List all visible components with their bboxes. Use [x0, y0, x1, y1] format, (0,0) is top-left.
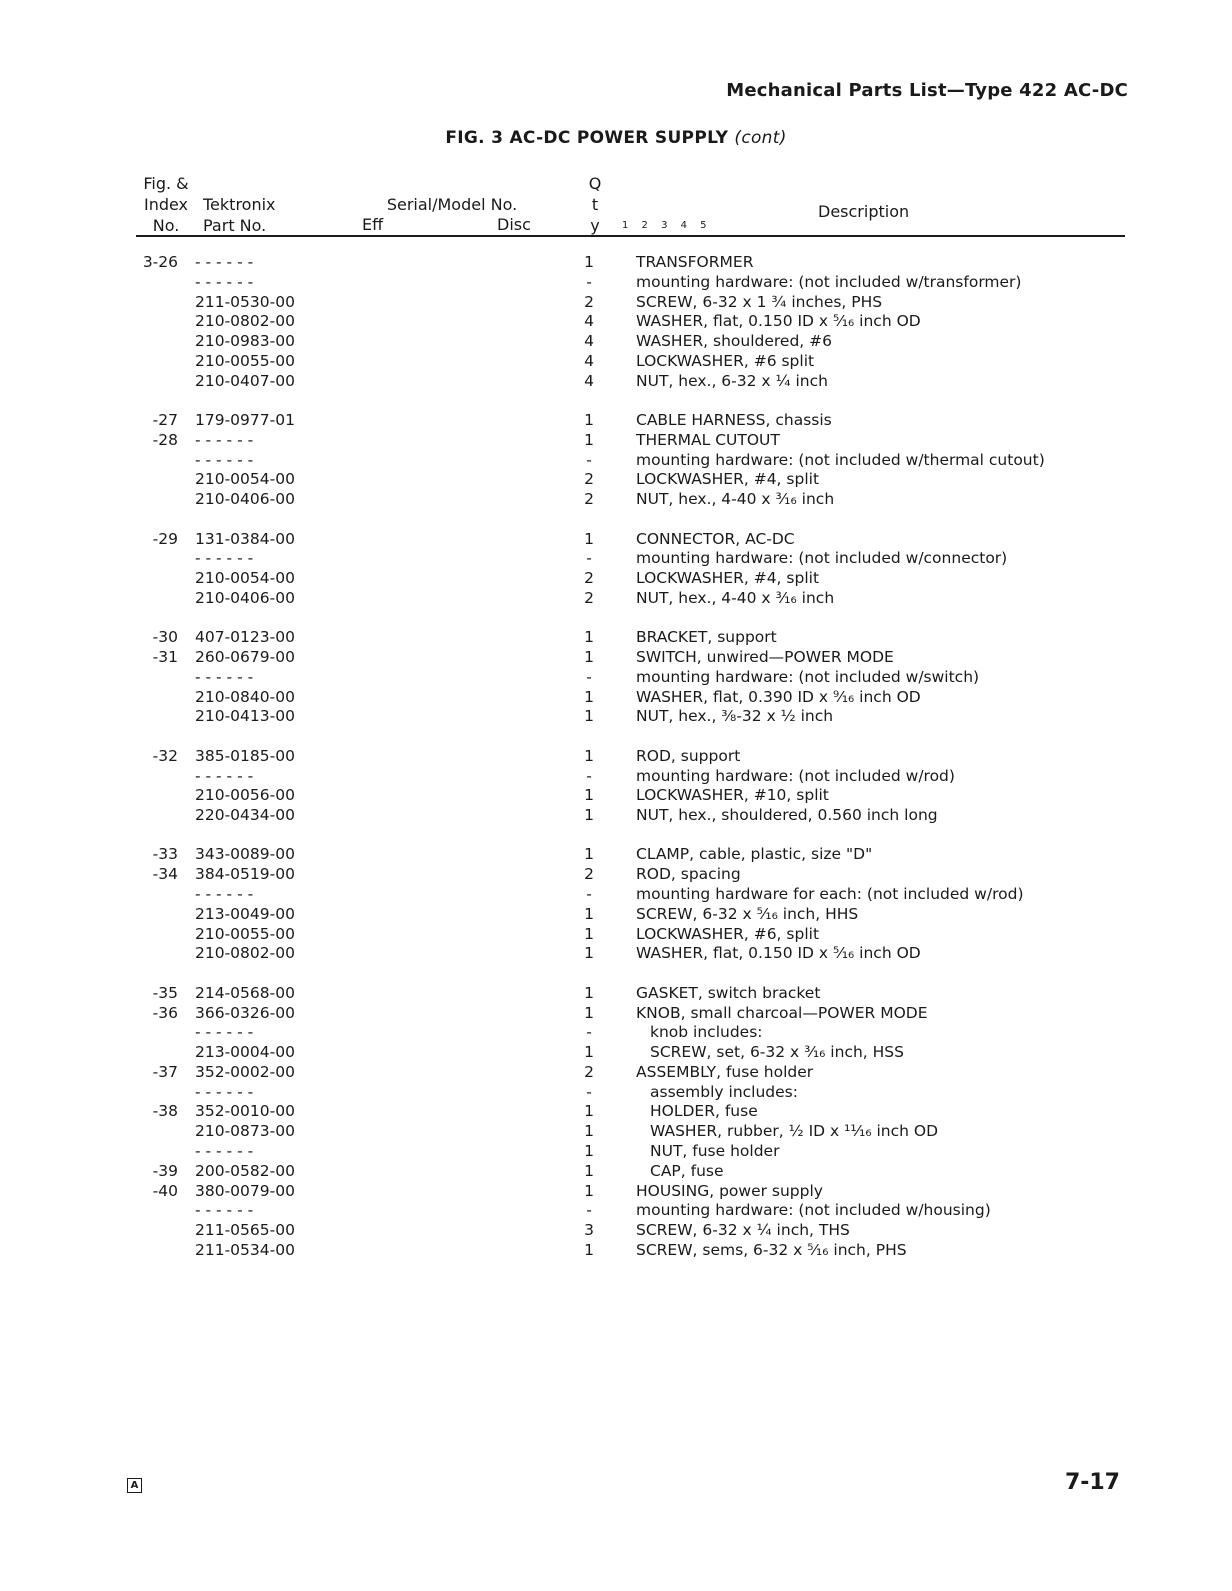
table-row: [0, 865, 1232, 885]
description-cell: WASHER, shouldered, #6: [636, 332, 832, 351]
part-number-cell: 131-0384-00: [195, 529, 295, 548]
quantity-cell: -: [586, 1082, 592, 1101]
quantity-cell: 1: [584, 628, 594, 647]
part-number-cell: - - - - - -: [195, 549, 254, 568]
part-number-cell: 210-0413-00: [195, 707, 295, 726]
table-row: [0, 1004, 1232, 1024]
page-number: 7-17: [1064, 1470, 1120, 1495]
description-cell: LOCKWASHER, #4, split: [636, 470, 820, 489]
column-header-disc: Disc: [497, 215, 531, 234]
table-row: [0, 786, 1232, 806]
table-row: [0, 332, 1232, 352]
quantity-cell: -: [586, 885, 592, 904]
part-number-cell: - - - - - -: [195, 430, 254, 449]
part-number-cell: 210-0802-00: [195, 312, 295, 331]
index-cell: 3-26: [142, 253, 178, 271]
table-row: [0, 1162, 1232, 1182]
description-cell: NUT, fuse holder: [650, 1142, 780, 1161]
footer-mark: A: [127, 1478, 142, 1493]
description-cell: mounting hardware: (not included w/thermal cutout): [636, 450, 1045, 469]
description-cell: mounting hardware: (not included w/transformer): [636, 272, 1022, 291]
page-header-title: Mechanical Parts List—Type 422 AC-DC: [726, 80, 1128, 101]
table-row: [0, 1122, 1232, 1142]
part-number-cell: 210-0983-00: [195, 332, 295, 351]
quantity-cell: 1: [584, 1122, 594, 1141]
table-row: [0, 490, 1232, 510]
table-row: [0, 470, 1232, 490]
table-row: [0, 747, 1232, 767]
table-row: [0, 806, 1232, 826]
table-row: [0, 312, 1232, 332]
part-number-cell: 380-0079-00: [195, 1181, 295, 1200]
description-cell: SCREW, 6-32 x 1 ¾ inches, PHS: [636, 292, 883, 311]
part-number-cell: - - - - - -: [195, 272, 254, 291]
column-header-qty: Q t y: [588, 174, 602, 235]
row-spacer: [0, 609, 1232, 629]
description-cell: LOCKWASHER, #4, split: [636, 569, 820, 588]
quantity-cell: 2: [584, 1062, 594, 1081]
quantity-cell: -: [586, 450, 592, 469]
quantity-cell: 1: [584, 806, 594, 825]
index-cell: -28: [152, 430, 178, 449]
part-number-cell: 210-0055-00: [195, 924, 295, 943]
description-cell: knob includes:: [650, 1023, 763, 1042]
description-cell: THERMAL CUTOUT: [636, 430, 780, 449]
description-cell: WASHER, flat, 0.150 ID x ⁵⁄₁₆ inch OD: [636, 944, 921, 963]
part-number-cell: 407-0123-00: [195, 628, 295, 647]
description-cell: LOCKWASHER, #10, split: [636, 786, 829, 805]
table-row: [0, 451, 1232, 471]
row-spacer: [0, 510, 1232, 530]
table-row: [0, 1241, 1232, 1261]
description-cell: WASHER, flat, 0.150 ID x ⁵⁄₁₆ inch OD: [636, 312, 921, 331]
quantity-cell: 3: [584, 1221, 594, 1240]
quantity-cell: 1: [584, 687, 594, 706]
quantity-cell: 2: [584, 292, 594, 311]
quantity-cell: -: [586, 667, 592, 686]
row-spacer: [0, 826, 1232, 846]
index-cell: -34: [152, 865, 178, 884]
quantity-cell: -: [586, 272, 592, 291]
description-cell: WASHER, rubber, ½ ID x ¹¹⁄₁₆ inch OD: [650, 1122, 939, 1141]
quantity-cell: 1: [584, 707, 594, 726]
description-cell: ROD, spacing: [636, 865, 741, 884]
quantity-cell: 4: [584, 371, 594, 390]
column-header-part-no: Tektronix Part No.: [203, 195, 276, 235]
table-row: [0, 707, 1232, 727]
table-row: [0, 648, 1232, 668]
table-row: [0, 925, 1232, 945]
description-cell: HOUSING, power supply: [636, 1181, 823, 1200]
part-number-cell: - - - - - -: [195, 885, 254, 904]
table-row: [0, 905, 1232, 925]
table-row: [0, 411, 1232, 431]
quantity-cell: 1: [584, 648, 594, 667]
part-number-cell: 211-0530-00: [195, 292, 295, 311]
description-cell: ROD, support: [636, 746, 741, 765]
table-row: [0, 944, 1232, 964]
table-row: [0, 885, 1232, 905]
row-spacer: [0, 964, 1232, 984]
index-cell: -29: [152, 529, 178, 548]
description-cell: mounting hardware for each: (not included w/rod): [636, 885, 1024, 904]
part-number-cell: 213-0049-00: [195, 904, 295, 923]
quantity-cell: 4: [584, 312, 594, 331]
table-row: [0, 1102, 1232, 1122]
figure-title-text: FIG. 3 AC-DC POWER SUPPLY: [445, 128, 729, 148]
part-number-cell: 211-0534-00: [195, 1241, 295, 1260]
part-number-cell: 210-0054-00: [195, 470, 295, 489]
description-cell: HOLDER, fuse: [650, 1102, 758, 1121]
index-cell: -39: [152, 1161, 178, 1180]
description-cell: SCREW, set, 6-32 x ³⁄₁₆ inch, HSS: [650, 1043, 904, 1062]
index-cell: -37: [152, 1062, 178, 1081]
description-cell: LOCKWASHER, #6 split: [636, 351, 815, 370]
part-number-cell: 220-0434-00: [195, 806, 295, 825]
description-cell: mounting hardware: (not included w/rod): [636, 766, 955, 785]
table-row: [0, 589, 1232, 609]
quantity-cell: 4: [584, 351, 594, 370]
description-cell: ASSEMBLY, fuse holder: [636, 1062, 814, 1081]
index-cell: -33: [152, 845, 178, 864]
quantity-cell: 1: [584, 1181, 594, 1200]
quantity-cell: 2: [584, 865, 594, 884]
table-row: [0, 1201, 1232, 1221]
part-number-cell: 210-0840-00: [195, 687, 295, 706]
table-row: [0, 1023, 1232, 1043]
figure-title: [0, 128, 1232, 148]
description-cell: KNOB, small charcoal—POWER MODE: [636, 1003, 928, 1022]
part-number-cell: 179-0977-01: [195, 411, 295, 430]
index-cell: -31: [152, 648, 178, 667]
table-row: [0, 1083, 1232, 1103]
part-number-cell: 210-0407-00: [195, 371, 295, 390]
quantity-cell: 1: [584, 529, 594, 548]
quantity-cell: 4: [584, 332, 594, 351]
table-row: [0, 431, 1232, 451]
description-cell: SWITCH, unwired—POWER MODE: [636, 648, 894, 667]
table-row: [0, 1182, 1232, 1202]
quantity-cell: 1: [584, 845, 594, 864]
part-number-cell: 385-0185-00: [195, 746, 295, 765]
index-cell: -30: [152, 628, 178, 647]
part-number-cell: 210-0056-00: [195, 786, 295, 805]
table-row: [0, 668, 1232, 688]
part-number-cell: 210-0406-00: [195, 490, 295, 509]
description-cell: NUT, hex., 4-40 x ³⁄₁₆ inch: [636, 588, 835, 607]
quantity-cell: 1: [584, 1043, 594, 1062]
description-cell: GASKET, switch bracket: [636, 983, 821, 1002]
part-number-cell: 343-0089-00: [195, 845, 295, 864]
index-cell: -35: [152, 983, 178, 1002]
description-cell: NUT, hex., shouldered, 0.560 inch long: [636, 806, 938, 825]
table-row: [0, 984, 1232, 1004]
part-number-cell: 210-0055-00: [195, 351, 295, 370]
description-cell: mounting hardware: (not included w/housing): [636, 1201, 991, 1220]
table-row: [0, 372, 1232, 392]
part-number-cell: 366-0326-00: [195, 1003, 295, 1022]
table-row: [0, 1221, 1232, 1241]
table-row: [0, 688, 1232, 708]
part-number-cell: 260-0679-00: [195, 648, 295, 667]
quantity-cell: 1: [584, 944, 594, 963]
index-cell: -36: [152, 1003, 178, 1022]
description-cell: mounting hardware: (not included w/switch): [636, 667, 980, 686]
description-cell: SCREW, 6-32 x ¼ inch, THS: [636, 1221, 850, 1240]
table-row: [0, 293, 1232, 313]
quantity-cell: -: [586, 1201, 592, 1220]
table-row: [0, 845, 1232, 865]
quantity-cell: -: [586, 549, 592, 568]
column-header-levels: 1 2 3 4 5: [622, 220, 712, 231]
table-row: [0, 273, 1232, 293]
part-number-cell: 384-0519-00: [195, 865, 295, 884]
table-row: [0, 253, 1232, 273]
description-cell: CLAMP, cable, plastic, size "D": [636, 845, 873, 864]
part-number-cell: - - - - - -: [195, 253, 254, 271]
quantity-cell: 2: [584, 588, 594, 607]
quantity-cell: 1: [584, 1142, 594, 1161]
part-number-cell: - - - - - -: [195, 1023, 254, 1042]
description-cell: NUT, hex., 4-40 x ³⁄₁₆ inch: [636, 490, 835, 509]
part-number-cell: 200-0582-00: [195, 1161, 295, 1180]
index-cell: -38: [152, 1102, 178, 1121]
quantity-cell: 1: [584, 1102, 594, 1121]
description-cell: SCREW, sems, 6-32 x ⁵⁄₁₆ inch, PHS: [636, 1241, 907, 1260]
description-cell: assembly includes:: [650, 1082, 798, 1101]
part-number-cell: - - - - - -: [195, 450, 254, 469]
part-number-cell: 210-0802-00: [195, 944, 295, 963]
quantity-cell: 1: [584, 786, 594, 805]
part-number-cell: - - - - - -: [195, 667, 254, 686]
quantity-cell: 1: [584, 430, 594, 449]
table-row: [0, 1063, 1232, 1083]
quantity-cell: 2: [584, 470, 594, 489]
table-row: [0, 569, 1232, 589]
description-cell: mounting hardware: (not included w/connector): [636, 549, 1008, 568]
description-cell: BRACKET, support: [636, 628, 777, 647]
description-cell: CONNECTOR, AC-DC: [636, 529, 795, 548]
column-header-fig-index: Fig. & Index No.: [143, 174, 189, 235]
quantity-cell: 1: [584, 1161, 594, 1180]
description-cell: SCREW, 6-32 x ⁵⁄₁₆ inch, HHS: [636, 904, 859, 923]
table-row: [0, 1043, 1232, 1063]
part-number-cell: 352-0002-00: [195, 1062, 295, 1081]
description-cell: LOCKWASHER, #6, split: [636, 924, 820, 943]
quantity-cell: -: [586, 1023, 592, 1042]
table-row: [0, 352, 1232, 372]
description-cell: NUT, hex., 6-32 x ¼ inch: [636, 371, 828, 390]
row-spacer: [0, 727, 1232, 747]
header-rule: [136, 235, 1125, 237]
figure-title-cont: (cont): [734, 128, 787, 148]
index-cell: -27: [152, 411, 178, 430]
quantity-cell: 1: [584, 904, 594, 923]
quantity-cell: 2: [584, 569, 594, 588]
table-row: [0, 1142, 1232, 1162]
quantity-cell: 1: [584, 746, 594, 765]
part-number-cell: - - - - - -: [195, 1142, 254, 1161]
description-cell: WASHER, flat, 0.390 ID x ⁹⁄₁₆ inch OD: [636, 687, 921, 706]
description-cell: NUT, hex., ⅜-32 x ½ inch: [636, 707, 834, 726]
table-row: [0, 767, 1232, 787]
part-number-cell: 214-0568-00: [195, 983, 295, 1002]
part-number-cell: 210-0054-00: [195, 569, 295, 588]
part-number-cell: - - - - - -: [195, 766, 254, 785]
quantity-cell: 1: [584, 411, 594, 430]
row-spacer: [0, 392, 1232, 412]
column-header-description: Description: [818, 202, 910, 221]
part-number-cell: 213-0004-00: [195, 1043, 295, 1062]
quantity-cell: -: [586, 766, 592, 785]
quantity-cell: 1: [584, 924, 594, 943]
description-cell: TRANSFORMER: [636, 253, 754, 271]
quantity-cell: 2: [584, 490, 594, 509]
parts-table: [0, 253, 1232, 1261]
table-row: [0, 628, 1232, 648]
quantity-cell: 1: [584, 983, 594, 1002]
part-number-cell: 211-0565-00: [195, 1221, 295, 1240]
part-number-cell: 210-0873-00: [195, 1122, 295, 1141]
part-number-cell: 352-0010-00: [195, 1102, 295, 1121]
description-cell: CABLE HARNESS, chassis: [636, 411, 832, 430]
index-cell: -40: [152, 1181, 178, 1200]
table-row: [0, 549, 1232, 569]
quantity-cell: 1: [584, 1003, 594, 1022]
column-header-serial-model: Serial/Model No.: [386, 195, 518, 214]
part-number-cell: 210-0406-00: [195, 588, 295, 607]
description-cell: CAP, fuse: [650, 1161, 724, 1180]
table-row: [0, 530, 1232, 550]
index-cell: -32: [152, 746, 178, 765]
part-number-cell: - - - - - -: [195, 1082, 254, 1101]
column-header-eff: Eff: [362, 215, 384, 234]
part-number-cell: - - - - - -: [195, 1201, 254, 1220]
quantity-cell: 1: [584, 1241, 594, 1260]
quantity-cell: 1: [584, 253, 594, 271]
